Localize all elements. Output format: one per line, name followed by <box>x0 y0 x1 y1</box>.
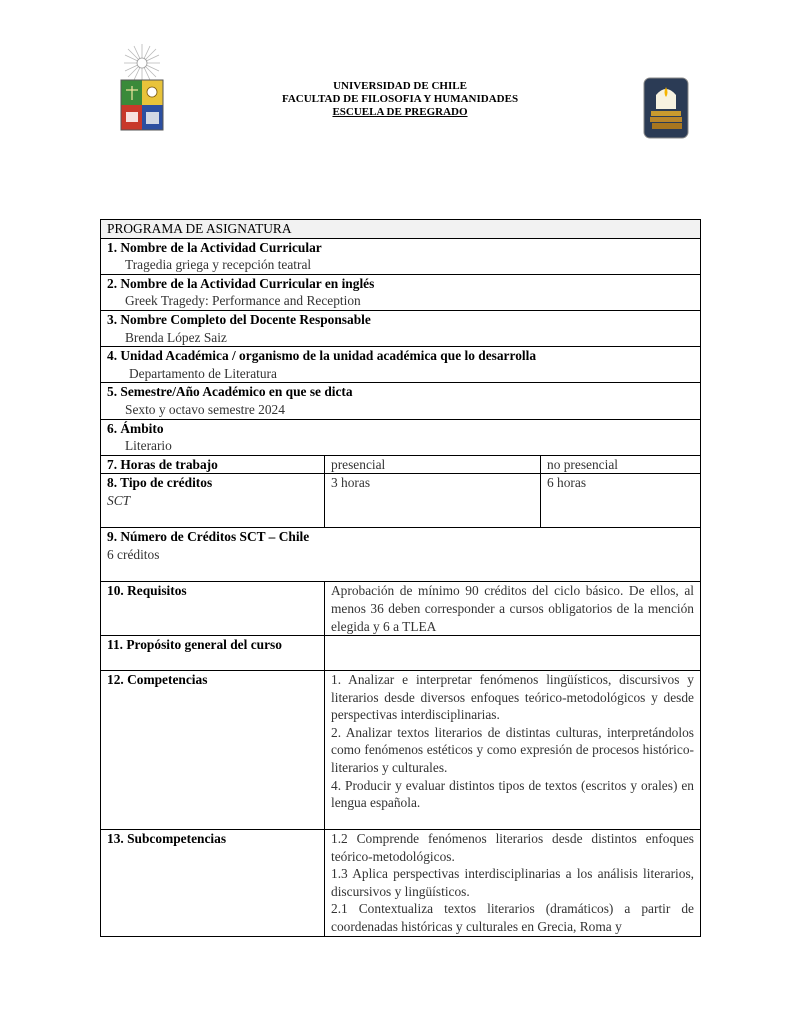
hours-remote: 6 horas <box>541 474 701 528</box>
section-7-label: 7. Horas de trabajo <box>101 455 325 474</box>
teacher-name: Brenda López Saiz <box>125 329 227 345</box>
program-table <box>100 219 701 937</box>
section-6-label: 6. Ámbito <box>107 420 164 436</box>
competency-item: 4. Producir y evaluar distintos tipos de textos (escritos y orales) en lengua española. <box>331 777 694 811</box>
section-3-label: 3. Nombre Completo del Docente Responsable <box>107 311 371 327</box>
table-row <box>101 274 701 310</box>
school-name: ESCUELA DE PREGRADO <box>332 106 468 118</box>
credit-count: 6 créditos <box>107 546 160 562</box>
hours-in-person: 3 horas <box>325 474 541 528</box>
credit-type: SCT <box>107 492 131 508</box>
section-12-label: 12. Competencias <box>101 671 325 830</box>
table-row <box>101 830 701 937</box>
section-5-label: 5. Semestre/Año Académico en que se dicta <box>107 384 353 400</box>
document-header <box>0 0 800 150</box>
section-11-label: 11. Propósito general del curso <box>101 636 325 671</box>
section-4-label: 4. Unidad Académica / organismo de la unidad académica que lo desarrolla <box>107 348 537 364</box>
course-purpose <box>325 636 701 671</box>
section-2-label: 2. Nombre de la Actividad Curricular en inglés <box>107 275 375 291</box>
table-row <box>101 238 701 274</box>
section-8 <box>101 474 325 528</box>
academic-unit: Departamento de Literatura <box>129 365 277 381</box>
section-13-label: 13. Subcompetencias <box>101 830 325 937</box>
table-row <box>101 671 701 830</box>
header-text <box>220 80 580 119</box>
faculty-name: FACULTAD DE FILOSOFIA Y HUMANIDADES <box>281 93 519 105</box>
section-1-label: 1. Nombre de la Actividad Curricular <box>107 239 322 255</box>
course-name-english: Greek Tragedy: Performance and Reception <box>125 293 361 309</box>
section-1 <box>101 238 701 274</box>
semester: Sexto y octavo semestre 2024 <box>125 401 285 417</box>
table-row <box>101 474 701 528</box>
section-2 <box>101 274 701 310</box>
table-row <box>101 310 701 346</box>
table-row <box>101 455 701 474</box>
subcompetency-item: 2.1 Contextualiza textos literarios (dramáticos) a partir de coordenadas históricas y culturales en Grecia, Roma y <box>331 901 694 935</box>
table-row <box>101 528 701 582</box>
requirements: Aprobación de mínimo 90 créditos del ciclo básico. De ellos, al menos 36 deben corresponder a cursos obligatorios de la mención elegida y 6 a TLEA <box>325 582 701 636</box>
section-10-label: 10. Requisitos <box>101 582 325 636</box>
table-row <box>101 636 701 671</box>
hours-remote-header: no presencial <box>541 455 701 474</box>
section-6 <box>101 419 701 455</box>
section-9 <box>101 528 701 582</box>
table-row <box>101 347 701 383</box>
subcompetency-item: 1.3 Aplica perspectivas interdisciplinarias a los análisis literarios, discursivos y lingüísticos. <box>331 866 694 899</box>
competencies <box>325 671 701 830</box>
faculty-emblem-icon <box>643 77 689 139</box>
course-name: Tragedia griega y recepción teatral <box>125 257 312 273</box>
section-3 <box>101 310 701 346</box>
section-4 <box>101 347 701 383</box>
table-row <box>101 419 701 455</box>
subcompetency-item: 1.2 Comprende fenómenos literarios desde distintos enfoques teórico-metodológicos. <box>331 831 694 864</box>
table-row <box>101 220 701 239</box>
table-row <box>101 383 701 419</box>
subcompetencies <box>325 830 701 937</box>
program-title: PROGRAMA DE ASIGNATURA <box>101 220 701 239</box>
competency-item: 1. Analizar e interpretar fenómenos lingüísticos, discursivos y literarios desde diversos enfoques teórico-metodológicos y desde perspectivas interdisciplinarias. <box>331 672 694 723</box>
scope: Literario <box>125 438 172 454</box>
hours-in-person-header: presencial <box>325 455 541 474</box>
table-row <box>101 582 701 636</box>
university-crest-icon <box>114 42 170 136</box>
section-9-label: 9. Número de Créditos SCT – Chile <box>107 529 310 545</box>
section-5 <box>101 383 701 419</box>
competency-item: 2. Analizar textos literarios de distintas culturas, interpretándolos como fenómenos estéticos y como expresión de procesos histórico-literarios y culturales. <box>331 724 694 776</box>
section-8-label: 8. Tipo de créditos <box>107 475 213 491</box>
university-name: UNIVERSIDAD DE CHILE <box>333 80 467 92</box>
